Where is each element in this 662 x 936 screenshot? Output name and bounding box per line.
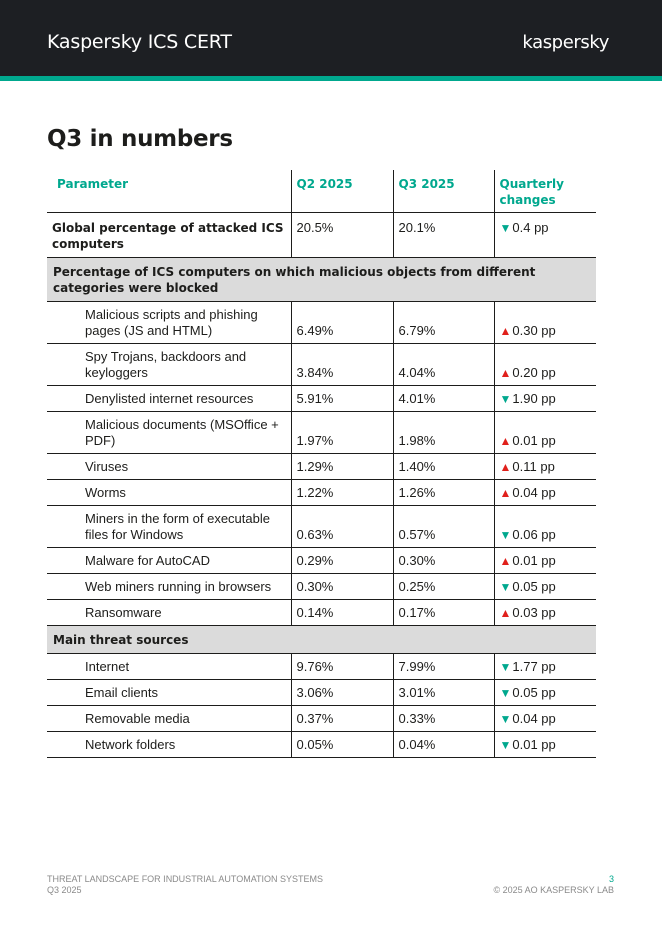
change-value: 0.11 pp <box>512 458 555 474</box>
change-value: 0.06 pp <box>512 526 556 542</box>
row-q2: 0.63% <box>291 505 393 547</box>
row-change <box>494 385 596 411</box>
row-change <box>494 547 596 573</box>
change-value: 0.04 pp <box>512 710 556 726</box>
row-change <box>494 705 596 731</box>
arrow-down-icon: ▼ <box>499 579 512 594</box>
arrow-up-icon: ▲ <box>499 433 512 448</box>
row-q2: 1.29% <box>291 453 393 479</box>
row-change <box>494 343 596 385</box>
row-q3: 0.33% <box>393 705 494 731</box>
row-q3: 1.98% <box>393 411 494 453</box>
change-value: 0.20 pp <box>512 364 556 380</box>
global-row-change <box>494 212 596 257</box>
global-row-label: Global percentage of attacked ICS computers <box>47 212 291 257</box>
arrow-down-icon: ▼ <box>499 685 512 700</box>
header-q3: Q3 2025 <box>393 170 494 212</box>
footer-report-title: THREAT LANDSCAPE FOR INDUSTRIAL AUTOMATION SYSTEMS <box>47 874 324 884</box>
row-label: Web miners running in browsers <box>47 573 291 599</box>
change-value: 0.4 pp <box>512 219 549 235</box>
row-label: Malicious scripts and phishing pages (JS and HTML) <box>47 301 291 343</box>
row-q2: 5.91% <box>291 385 393 411</box>
brand-title: Kaspersky ICS CERT <box>47 31 232 53</box>
row-q2: 6.49% <box>291 301 393 343</box>
row-q2: 9.76% <box>291 653 393 679</box>
header-q2: Q2 2025 <box>291 170 393 212</box>
row-change <box>494 479 596 505</box>
change-value: 0.05 pp <box>512 684 556 700</box>
arrow-down-icon: ▼ <box>499 711 512 726</box>
table-row <box>47 411 596 453</box>
page-number: 3 <box>608 874 614 884</box>
row-label: Spy Trojans, backdoors and keyloggers <box>47 343 291 385</box>
row-label: Miners in the form of executable files for Windows <box>47 505 291 547</box>
row-change <box>494 653 596 679</box>
table-row <box>47 731 596 757</box>
row-q2: 1.22% <box>291 479 393 505</box>
row-q2: 0.29% <box>291 547 393 573</box>
row-label: Ransomware <box>47 599 291 625</box>
footer-copyright: © 2025 AO KASPERSKY LAB <box>493 885 614 895</box>
arrow-up-icon: ▲ <box>499 485 512 500</box>
row-q3: 6.79% <box>393 301 494 343</box>
change-value: 0.30 pp <box>512 322 556 338</box>
arrow-down-icon: ▼ <box>499 220 512 235</box>
row-change <box>494 573 596 599</box>
row-change <box>494 411 596 453</box>
row-q3: 0.57% <box>393 505 494 547</box>
table-row <box>47 573 596 599</box>
section-title: Percentage of ICS computers on which malicious objects from different categories were blocked <box>47 257 596 301</box>
arrow-up-icon: ▲ <box>499 323 512 338</box>
row-label: Email clients <box>47 679 291 705</box>
table-row <box>47 453 596 479</box>
table-row <box>47 679 596 705</box>
row-change <box>494 301 596 343</box>
header-quarterly-changes: Quarterly changes <box>494 170 596 212</box>
kaspersky-logo: kaspersky <box>522 32 609 53</box>
change-value: 0.01 pp <box>512 736 556 752</box>
change-value: 0.01 pp <box>512 552 556 568</box>
table-row <box>47 599 596 625</box>
arrow-up-icon: ▲ <box>499 553 512 568</box>
row-q3: 1.26% <box>393 479 494 505</box>
table-row <box>47 505 596 547</box>
table-row <box>47 301 596 343</box>
header-accent-stripe <box>0 76 662 81</box>
row-label: Malware for AutoCAD <box>47 547 291 573</box>
row-q2: 3.84% <box>291 343 393 385</box>
change-value: 0.04 pp <box>512 484 556 500</box>
arrow-up-icon: ▲ <box>499 605 512 620</box>
row-q3: 3.01% <box>393 679 494 705</box>
row-q3: 1.40% <box>393 453 494 479</box>
row-q3: 7.99% <box>393 653 494 679</box>
global-row-q3: 20.1% <box>393 212 494 257</box>
row-change <box>494 505 596 547</box>
table-row <box>47 343 596 385</box>
table-row <box>47 705 596 731</box>
row-q3: 4.04% <box>393 343 494 385</box>
row-label: Malicious documents (MSOffice + PDF) <box>47 411 291 453</box>
section-title: Main threat sources <box>47 625 596 653</box>
arrow-down-icon: ▼ <box>499 737 512 752</box>
row-q3: 0.30% <box>393 547 494 573</box>
row-change <box>494 731 596 757</box>
row-q3: 4.01% <box>393 385 494 411</box>
change-value: 0.03 pp <box>512 604 556 620</box>
footer-left <box>47 874 323 896</box>
table-header-row <box>47 170 596 212</box>
table-row <box>47 385 596 411</box>
row-q3: 0.17% <box>393 599 494 625</box>
change-value: 0.05 pp <box>512 578 556 594</box>
row-q2: 0.30% <box>291 573 393 599</box>
arrow-down-icon: ▼ <box>499 391 512 406</box>
row-q2: 0.37% <box>291 705 393 731</box>
arrow-up-icon: ▲ <box>499 459 512 474</box>
row-label: Network folders <box>47 731 291 757</box>
row-label: Removable media <box>47 705 291 731</box>
row-q2: 0.14% <box>291 599 393 625</box>
table-row <box>47 653 596 679</box>
row-change <box>494 599 596 625</box>
row-label: Worms <box>47 479 291 505</box>
header-parameter: Parameter <box>47 170 291 212</box>
row-change <box>494 679 596 705</box>
table-row <box>47 547 596 573</box>
global-row <box>47 212 596 257</box>
section-header-blocked-categories <box>47 257 596 301</box>
table-row <box>47 479 596 505</box>
row-label: Internet <box>47 653 291 679</box>
row-change <box>494 453 596 479</box>
arrow-up-icon: ▲ <box>499 365 512 380</box>
change-value: 0.01 pp <box>512 432 556 448</box>
arrow-down-icon: ▼ <box>499 659 512 674</box>
row-q2: 1.97% <box>291 411 393 453</box>
row-q2: 0.05% <box>291 731 393 757</box>
page-header <box>0 0 662 76</box>
change-value: 1.77 pp <box>512 658 556 674</box>
row-q2: 3.06% <box>291 679 393 705</box>
row-label: Viruses <box>47 453 291 479</box>
row-q3: 0.25% <box>393 573 494 599</box>
arrow-down-icon: ▼ <box>499 527 512 542</box>
footer-right <box>493 874 614 896</box>
change-value: 1.90 pp <box>512 390 556 406</box>
global-row-q2: 20.5% <box>291 212 393 257</box>
row-label: Denylisted internet resources <box>47 385 291 411</box>
statistics-table <box>47 170 596 758</box>
row-q3: 0.04% <box>393 731 494 757</box>
section-header-threat-sources <box>47 625 596 653</box>
page-title: Q3 in numbers <box>47 126 233 152</box>
footer-period: Q3 2025 <box>47 885 82 895</box>
